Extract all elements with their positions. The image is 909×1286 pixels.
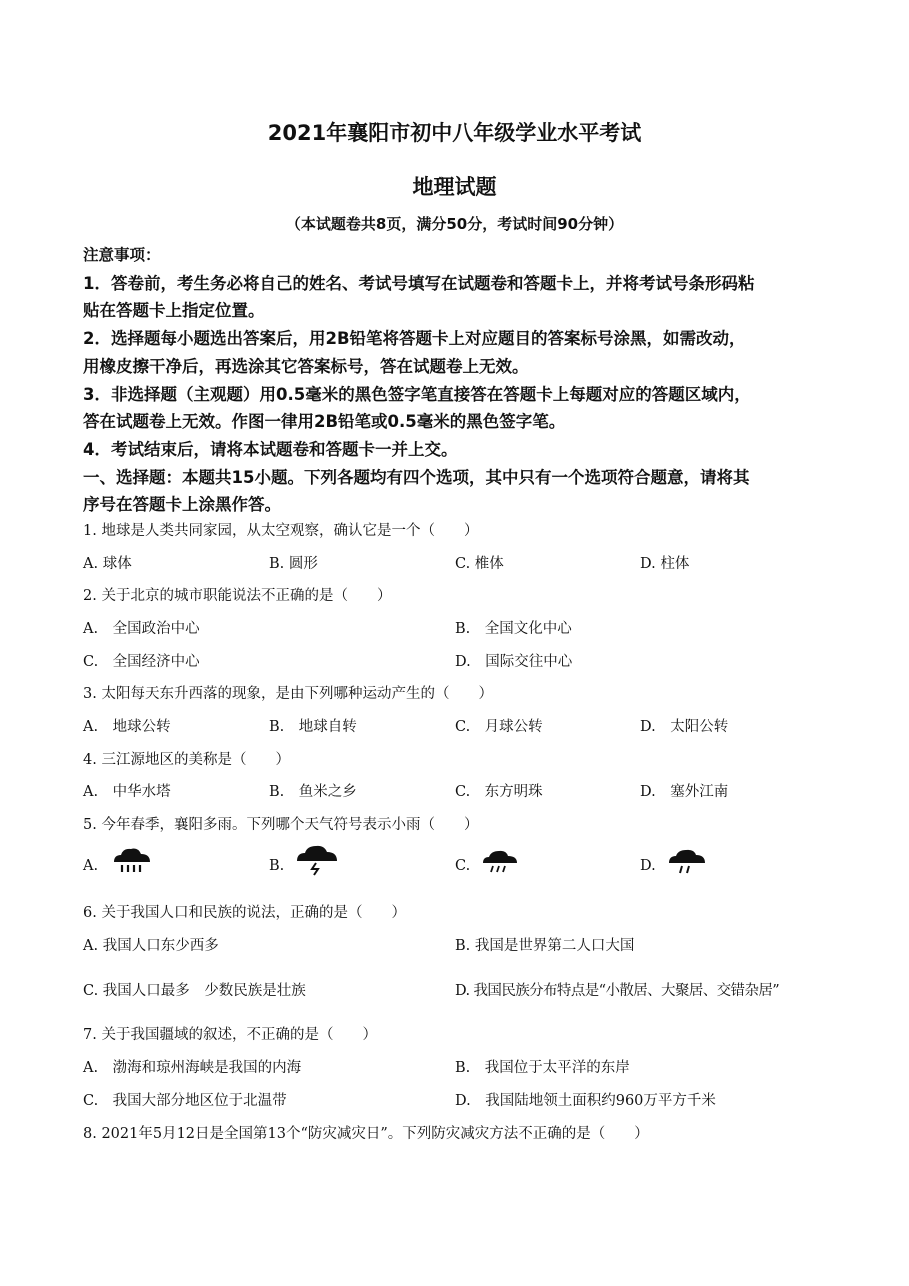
notice-line: 贴在答题卡上指定位置。 <box>83 301 265 320</box>
option-b: B. 地球自转 <box>269 719 357 735</box>
option-c: C. 椎体 <box>455 556 504 572</box>
option-d: D. <box>640 858 656 874</box>
exam-info: （本试题卷共8页，满分50分，考试时间90分钟） <box>285 215 624 233</box>
option-b: B. 我国位于太平洋的东岸 <box>455 1060 630 1076</box>
option-d: D. 太阳公转 <box>640 719 729 735</box>
option-b: B. 圆形 <box>269 556 318 572</box>
notice-line: 用橡皮擦干净后，再选涂其它答案标号，答在试题卷上无效。 <box>83 357 529 376</box>
option-b: B. <box>269 858 285 874</box>
notice-heading: 注意事项： <box>83 246 161 264</box>
question-stem: 6. 关于我国人口和民族的说法，正确的是（ ） <box>83 905 406 921</box>
option-b: B. 我国是世界第二人口大国 <box>455 938 635 954</box>
option-d: D. 我国陆地领土面积约960万平方千米 <box>455 1093 716 1109</box>
section-heading: 序号在答题卡上涂黑作答。 <box>83 495 281 514</box>
option-c: C. 月球公转 <box>455 719 543 735</box>
option-b: B. 鱼米之乡 <box>269 784 357 800</box>
notice-line: 3．非选择题（主观题）用0.5毫米的黑色签字笔直接答在答题卡上每题对应的答题区域内， <box>83 385 751 404</box>
notice-line: 4．考试结束后，请将本试题卷和答题卡一并上交。 <box>83 440 458 459</box>
question-stem: 1. 地球是人类共同家园，从太空观察，确认它是一个（ ） <box>83 523 479 539</box>
question-stem: 2. 关于北京的城市职能说法不正确的是（ ） <box>83 588 392 604</box>
option-a: A. <box>83 858 99 874</box>
option-c: C. 我国人口最多 少数民族是壮族 <box>83 983 306 999</box>
heavy-rain-icon <box>110 846 154 874</box>
option-a: A. 球体 <box>83 556 132 572</box>
question-stem: 5. 今年春季，襄阳多雨。下列哪个天气符号表示小雨（ ） <box>83 817 479 833</box>
thunder-rain-icon <box>294 844 340 876</box>
moderate-rain-icon <box>666 848 708 876</box>
option-d: D. 国际交往中心 <box>455 654 573 670</box>
option-b: B. 全国文化中心 <box>455 621 572 637</box>
option-d: D. 柱体 <box>640 556 690 572</box>
option-c: C. 东方明珠 <box>455 784 543 800</box>
option-a: A. 中华水塔 <box>83 784 171 800</box>
question-stem: 3. 太阳每天东升西落的现象，是由下列哪种运动产生的（ ） <box>83 686 493 702</box>
notice-line: 1．答卷前，考生务必将自己的姓名、考试号填写在试题卷和答题卡上，并将考试号条形码粘 <box>83 274 755 293</box>
question-stem: 8. 2021年5月12日是全国第13个“防灾减灾日”。下列防灾减灾方法不正确的是（ ） <box>83 1126 649 1142</box>
option-d: D. 我国民族分布特点是“小散居、大聚居、交错杂居” <box>455 983 780 999</box>
option-c: C. 我国大部分地区位于北温带 <box>83 1093 287 1109</box>
notice-line: 答在试题卷上无效。作图一律用2B铅笔或0.5毫米的黑色签字笔。 <box>83 412 566 431</box>
option-c: C. <box>455 858 471 874</box>
option-a: A. 渤海和琼州海峡是我国的内海 <box>83 1060 302 1076</box>
option-a: A. 地球公转 <box>83 719 171 735</box>
page-title: 2021年襄阳市初中八年级学业水平考试 <box>267 121 642 145</box>
option-d: D. 塞外江南 <box>640 784 729 800</box>
section-heading: 一、选择题：本题共15小题。下列各题均有四个选项，其中只有一个选项符合题意，请将其 <box>83 468 750 487</box>
option-a: A. 全国政治中心 <box>83 621 200 637</box>
question-stem: 4. 三江源地区的美称是（ ） <box>83 752 290 768</box>
page-subtitle: 地理试题 <box>412 175 497 199</box>
option-a: A. 我国人口东少西多 <box>83 938 219 954</box>
notice-line: 2．选择题每小题选出答案后，用2B铅笔将答题卡上对应题目的答案标号涂黑，如需改动， <box>83 329 746 348</box>
light-rain-icon <box>480 849 520 875</box>
question-stem: 7. 关于我国疆域的叙述，不正确的是（ ） <box>83 1027 377 1043</box>
option-c: C. 全国经济中心 <box>83 654 200 670</box>
